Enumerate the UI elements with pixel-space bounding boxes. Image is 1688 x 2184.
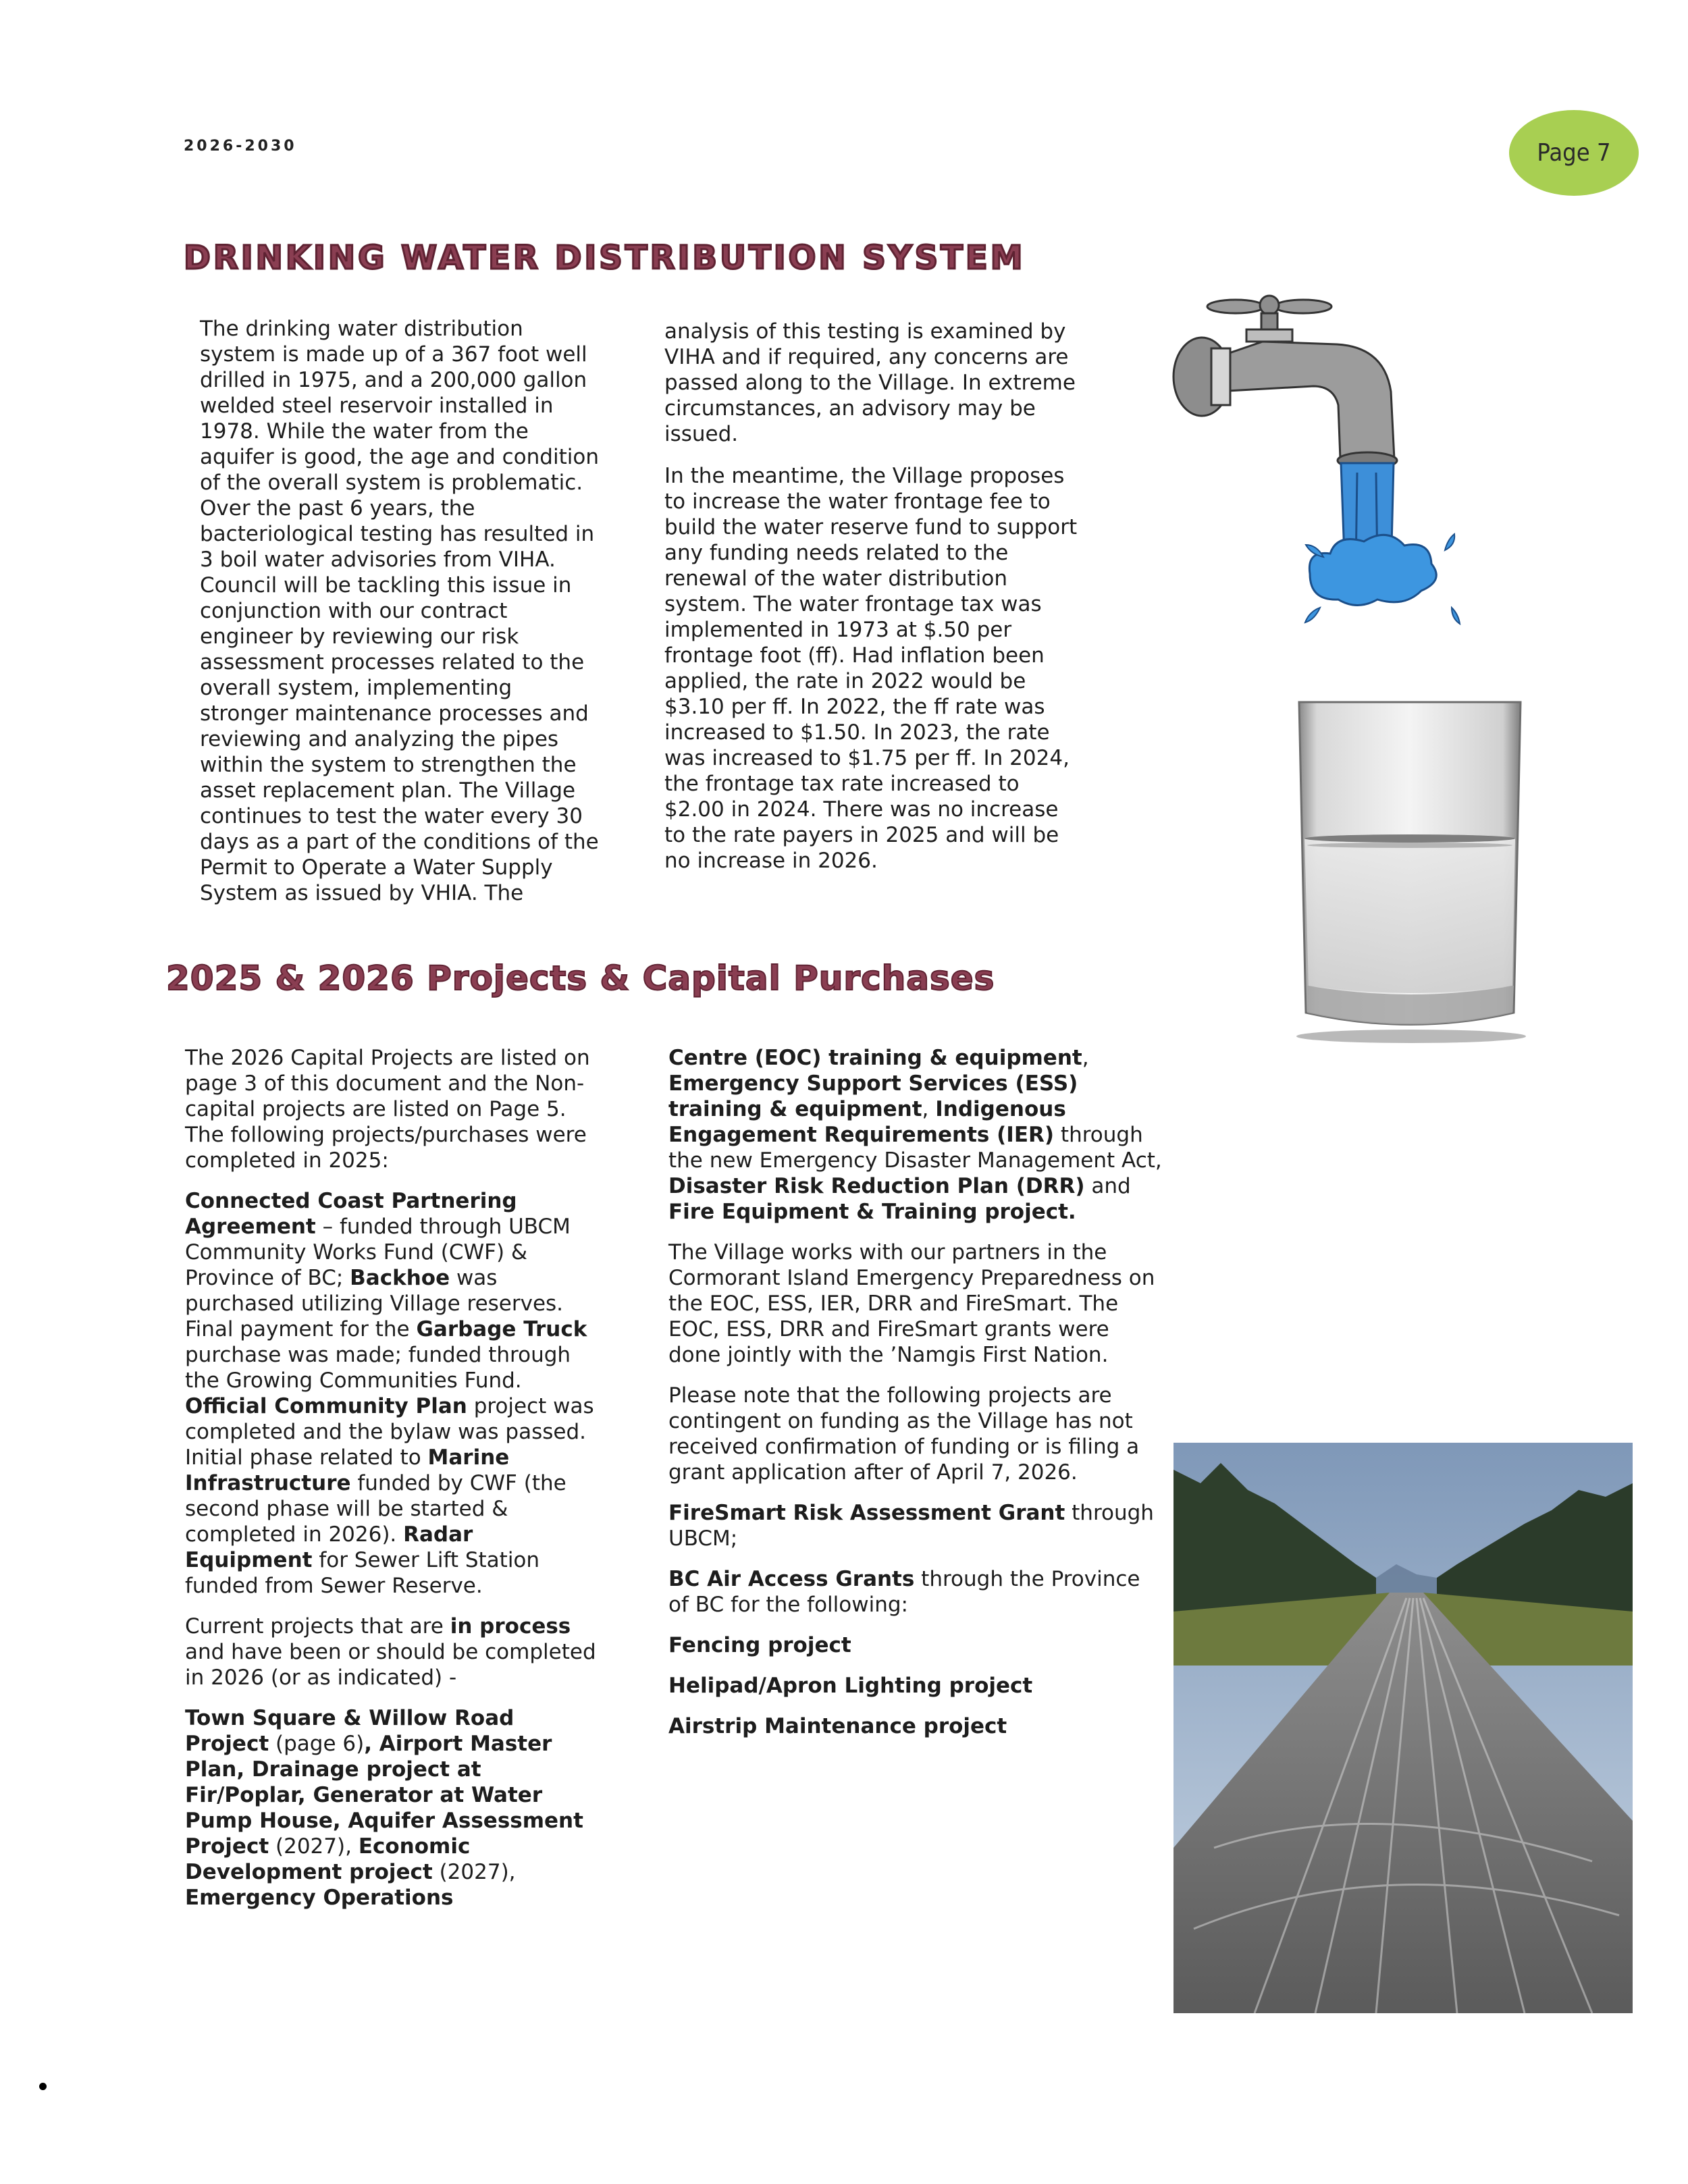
capital-projects-intro: The 2026 Capital Projects are listed on page 3 of this document and the Non-capital projects are listed on Page 5. The following projects/purchases were completed in 2025: [185,1046,590,1173]
project-marine-infrastructure: Marine Infrastructure [185,1445,510,1495]
faucet-stem [1261,313,1277,329]
water-surface [1304,834,1515,843]
current-projects-list: Town Square & Willow Road Project (page 6), Airport Master Plan, Drainage project at Fir/Poplar, Generator at Water Pump House, Aquifer Assessment Project (2027), Economic Development project (2027), Emergency Operations [185,1706,583,1910]
water-testing-paragraph: analysis of this testing is examined by VIHA and if required, any concerns are passed along to the Village. In extreme circumstances, an advisory may be issued. [664,319,1076,446]
water-splash [1309,535,1436,605]
project-radar-equipment: Radar Equipment [185,1522,473,1572]
faucet-body [1215,342,1394,459]
grant-item-airstrip-maintenance: Airstrip Maintenance project [668,1714,1007,1738]
faucet-inlet-ring [1211,348,1230,405]
glass-water [1304,838,1515,993]
contingent-funding-note: Please note that the following projects are contingent on funding as the Village has not received confirmation of funding or is filing a grant application after of April 7, 2026. [668,1383,1140,1485]
project-economic-development: Economic Development project [185,1834,471,1884]
bc-air-access-grants: BC Air Access Grants through the Province of BC for the following: [668,1567,1140,1617]
project-emergency-operations: Emergency Operations [185,1886,454,1910]
project-connected-coast: Connected Coast Partnering Agreement [185,1189,517,1239]
section-title-drinking-water: DRINKING WATER DISTRIBUTION SYSTEM [184,239,1026,277]
water-frontage-fee-paragraph: In the meantime, the Village proposes to increase the water frontage fee to build the water reserve fund to support any funding needs related to the renewal of the water distribution system. The water frontage tax was implemented in 1973 at $.50 per frontage foot (ff). Had inflation been applied, the rate in 2022 would be $3.10 per ff. In 2022, the ff rate was increased to $1.50. In 2023, the rate was increased to $1.75 per ff. In 2024, the frontage tax rate increased to $2.00 in 2024. There was no increase to the rate payers in 2025 and will be no increase in 2026. [664,464,1078,873]
grant-item-helipad-lighting: Helipad/Apron Lighting project [668,1674,1033,1698]
section-title-projects: 2025 & 2026 Projects & Capital Purchases [166,959,995,998]
grant-item-fencing: Fencing project [668,1633,851,1657]
current-projects-intro: Current projects that are in process and have been or should be completed in 2026 (or as indicated) - [185,1614,596,1690]
water-system-column-2 [664,319,1078,882]
emergency-projects-paragraph: Centre (EOC) training & equipment, Emergency Support Services (ESS) training & equipment, Indigenous Engagement Requirements (IER) through the new Emergency Disaster Management Act, Disaster Risk Reduction Plan (DRR) and Fire Equipment & Training project. [668,1046,1162,1224]
document-year-range: 2026-2030 [184,138,297,155]
airstrip-photo-image [1173,1443,1633,2013]
faucet-illustration [1161,290,1512,655]
completed-projects-paragraph: Connected Coast Partnering Agreement – funded through UBCM Community Works Fund (CWF) & Province of BC; Backhoe was purchased utilizing Village reserves. Final payment for the Garbage Truck purchase was made; funded through the Growing Communities Fund. Official Community Plan project was completed and the bylaw was passed. Initial phase related to Marine Infrastructure funded by CWF (the second phase will be started & completed in 2026). Radar Equipment for Sewer Lift Station funded from Sewer Reserve. [185,1189,594,1598]
partners-paragraph: The Village works with our partners in the Cormorant Island Emergency Preparedness on the EOC, ESS, IER, DRR and FireSmart. The EOC, ESS, DRR and FireSmart grants were done jointly with the ’Namgis First Nation. [668,1240,1155,1367]
faucet-handle-left [1207,300,1264,313]
bullet-mark [39,2083,47,2090]
projects-column-1 [185,1045,604,1919]
project-official-community-plan: Official Community Plan [185,1394,467,1418]
project-garbage-truck: Garbage Truck [416,1317,587,1341]
project-backhoe: Backhoe [350,1266,450,1290]
water-droplet [1305,608,1320,622]
faucet-handle-right [1275,300,1331,313]
page-number-label: Page 7 [1537,139,1611,167]
page-number-badge [1509,110,1639,196]
firesmart-grant: FireSmart Risk Assessment Grant through UBCM; [668,1501,1154,1551]
projects-column-2 [668,1045,1163,1754]
faucet-handle-knob [1260,296,1279,315]
project-list-airport-drainage-generator-aquifer: , Airport Master Plan, Drainage project at Fir/Poplar, Generator at Water Pump House, Aquifer Assessment Project [185,1732,583,1859]
project-town-square: Town Square & Willow Road Project [185,1706,515,1756]
airstrip-photo [1173,1443,1633,2013]
water-glass-illustration [1269,695,1553,1053]
water-system-paragraph: The drinking water distribution system is made up of a 367 foot well drilled in 1975, and a 200,000 gallon welded steel reservoir installed in 1978. While the water from the aquifer is good, the age and condition of the overall system is problematic. Over the past 6 years, the bacteriological testing has resulted in 3 boil water advisories from VIHA. Council will be tackling this issue in conjunction with our contract engineer by reviewing our risk assessment processes related to the overall system, implementing stronger maintenance processes and reviewing and analyzing the pipes within the system to strengthen the asset replacement plan. The Village continues to test the water every 30 days as a part of the conditions of the Permit to Operate a Water Supply System as issued by VHIA. The [200,317,599,905]
faucet-nut [1246,329,1292,342]
water-system-column-1 [200,316,605,914]
water-droplet [1452,608,1460,624]
water-droplet [1445,534,1454,550]
